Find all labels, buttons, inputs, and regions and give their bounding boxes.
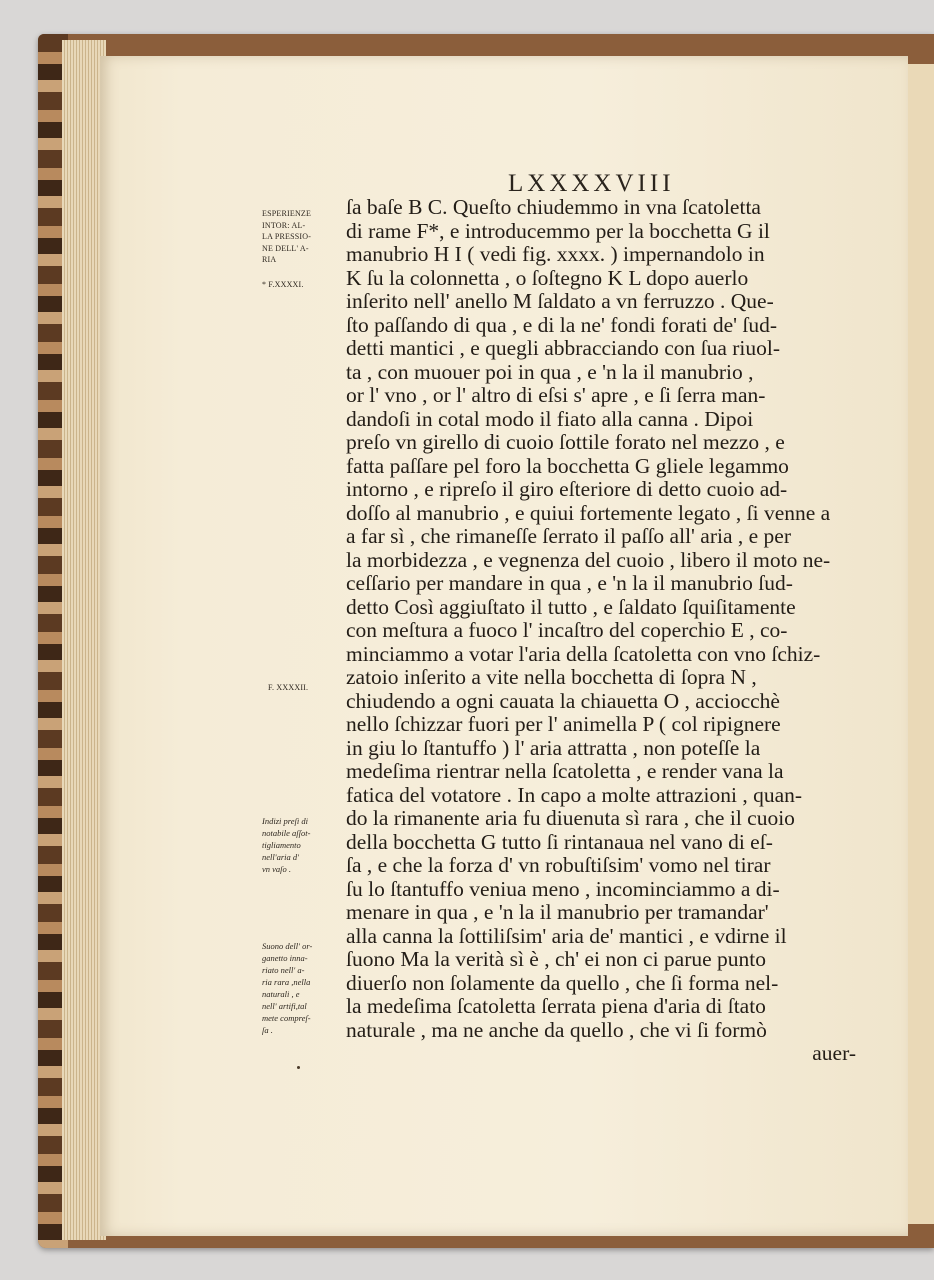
text-line: medeſima rientrar nella ſcatoletta , e render vana la bbox=[346, 759, 784, 783]
text-line: a far sì , che rimaneſſe ſerrato il paſſo all' aria , e per bbox=[346, 524, 792, 548]
note-line: Suono dell' or- bbox=[262, 941, 313, 951]
text-line: ceſſario per mandare in qua , e 'n la il manubrio ſud- bbox=[346, 571, 793, 595]
note-line: LA PRESSIO- bbox=[262, 232, 312, 241]
margin-note-indizi bbox=[262, 815, 346, 875]
page-number-header: LXXXXVIII bbox=[508, 170, 675, 197]
note-line: F. XXXXII. bbox=[268, 683, 309, 692]
right-page-edge bbox=[906, 64, 934, 1224]
note-line: INTOR: AL- bbox=[262, 220, 306, 230]
text-line: nello ſchizzar fuori per l' animella P ( col ripignere bbox=[346, 712, 781, 736]
note-line: ria rara ,nella bbox=[262, 977, 311, 987]
text-line: dandoſi in cotal modo il fiato alla canna . Dipoi bbox=[346, 406, 754, 431]
note-line: ſa . bbox=[262, 1025, 273, 1035]
text-line: ſto paſſando di qua , e di la ne' fondi forati de' ſud- bbox=[346, 312, 778, 337]
note-line: NE DELL' A- bbox=[262, 243, 309, 253]
text-line: intorno , e ripreſo il giro eſteriore di detto cuoio ad- bbox=[346, 477, 788, 501]
text-line: di rame F*, e introducemmo per la bocchetta G il bbox=[346, 218, 770, 243]
body-text bbox=[346, 196, 856, 1066]
text-line: K ſu la colonnetta , o ſoſtegno K L dopo auerlo bbox=[346, 265, 749, 290]
text-line: do la rimanente aria fu diuenuta sì rara , che il cuoio bbox=[346, 806, 795, 830]
text-line: chiudendo a ogni cauata la chiauetta O , acciocchè bbox=[346, 688, 780, 713]
text-line: ſuono Ma la verità sì è , ch' ei non ci parue punto bbox=[346, 947, 767, 971]
text-line: della bocchetta G tutto ſi rintanaua nel vano di eſ- bbox=[346, 829, 773, 854]
note-line: tigliamento bbox=[262, 840, 301, 850]
margin-note-figure-41 bbox=[262, 279, 346, 291]
text-line: la morbidezza , e vegnenza del cuoio , libero il moto ne- bbox=[346, 547, 831, 572]
text-line: in giu lo ſtantuffo ) l' aria attratta , non poteſſe la bbox=[346, 735, 761, 760]
text-line: con meſtura a fuoco l' incaſtro del coperchio E , co- bbox=[346, 618, 788, 642]
text-line: preſo vn girello di cuoio ſottile forato nel mezzo , e bbox=[346, 430, 785, 454]
text-line: la medeſima ſcatoletta ſerrata piena d'aria di ſtato bbox=[346, 994, 766, 1018]
text-line: ſa baſe B C. Queſto chiudemmo in vna ſcatoletta bbox=[346, 195, 761, 219]
note-line: nell'aria d' bbox=[262, 852, 299, 862]
note-line: nell' artifi,tal bbox=[262, 1001, 307, 1011]
text-line: doſſo al manubrio , e quiui fortemente legato , ſi venne a bbox=[346, 500, 831, 525]
margin-note-figure-42 bbox=[268, 682, 352, 694]
text-line: alla canna la ſottiliſsim' aria de' mantici , e vdirne il bbox=[346, 923, 787, 948]
text-line: ſa , e che la forza d' vn robuſtiſsim' vomo nel tirar bbox=[346, 853, 771, 877]
note-line: Indizi preſi di bbox=[262, 816, 308, 826]
ink-dot bbox=[297, 1066, 300, 1069]
note-line: mete compreſ- bbox=[262, 1013, 311, 1023]
margin-note-esperienze bbox=[262, 208, 346, 266]
text-line: minciammo a votar l'aria della ſcatoletta con vno ſchiz- bbox=[346, 641, 821, 666]
note-line: notabile aſſot- bbox=[262, 828, 311, 838]
note-line: ganetto inna- bbox=[262, 953, 308, 963]
note-line: vn vaſo . bbox=[262, 864, 292, 874]
note-line: naturali , e bbox=[262, 989, 300, 999]
text-line: zatoio inſerito a vite nella bocchetta di ſopra N , bbox=[346, 665, 757, 689]
text-line: ta , con muouer poi in qua , e 'n la il manubrio , bbox=[346, 359, 754, 384]
note-line: * F.XXXXI. bbox=[262, 280, 304, 289]
text-line: menare in qua , e 'n la il manubrio per tramandar' bbox=[346, 900, 769, 924]
text-line: inſerito nell' anello M ſaldato a vn ferruzzo . Que- bbox=[346, 289, 774, 313]
text-line: fatta paſſare pel foro la bocchetta G gliele legammo bbox=[346, 453, 789, 478]
text-line: detto Così aggiuſtato il tutto , e ſaldato ſquiſitamente bbox=[346, 594, 796, 619]
note-line: riato nell' a- bbox=[262, 965, 305, 975]
margin-notes bbox=[262, 0, 346, 1280]
text-line: fatica del votatore . In capo a molte attrazioni , quan- bbox=[346, 782, 803, 807]
catchword: auer- bbox=[812, 1041, 856, 1065]
text-line: detti mantici , e quegli abbracciando con ſua riuol- bbox=[346, 336, 781, 360]
text-line: or l' vno , or l' altro di eſsi s' apre , e ſi ſerra man- bbox=[346, 383, 766, 407]
text-line: diuerſo non ſolamente da quello , che ſi forma nel- bbox=[346, 970, 779, 995]
note-line: RIA bbox=[262, 255, 277, 264]
text-line: ſu lo ſtantuffo veniua meno , incominciammo a di- bbox=[346, 876, 780, 901]
text-line: naturale , ma ne anche da quello , che vi ſi formò bbox=[346, 1017, 767, 1042]
note-line: ESPERIENZE bbox=[262, 209, 312, 218]
margin-note-suono bbox=[262, 940, 346, 1036]
text-line: manubrio H I ( vedi fig. xxxx. ) impernandolo in bbox=[346, 242, 765, 266]
